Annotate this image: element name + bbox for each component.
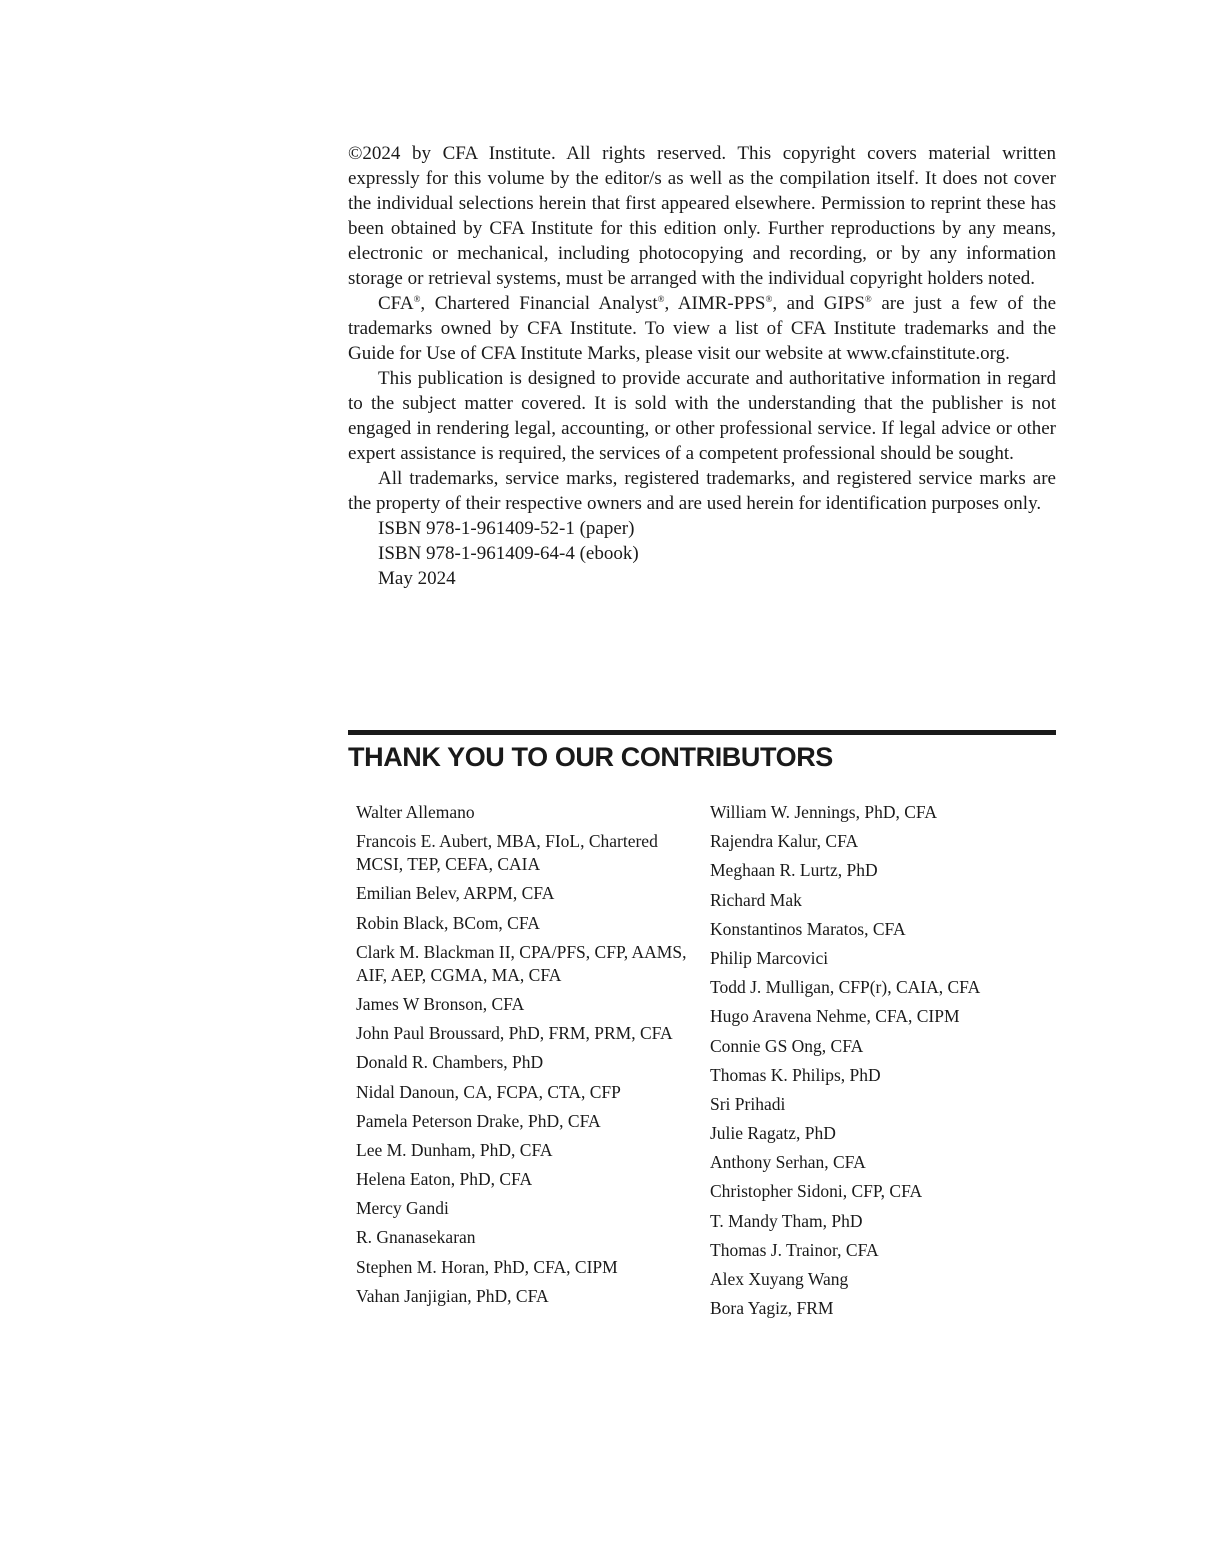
contributors-list-right — [710, 801, 1055, 1326]
contributor-name: Bora Yagiz, FRM — [710, 1298, 834, 1319]
contributor-name: Connie GS Ong, CFA — [710, 1035, 864, 1056]
contributor-name: T. Mandy Tham, PhD — [710, 1210, 863, 1231]
contributor-name: R. Gnanasekaran — [356, 1227, 476, 1248]
contributor-name: Stephen M. Horan, PhD, CFA, CIPM — [356, 1256, 618, 1277]
publication-date: May 2024 — [378, 568, 456, 589]
contributor-name: Todd J. Mulligan, CFP(r), CAIA, CFA — [710, 977, 981, 998]
trademark-chartered-financial-analyst: Chartered Financial Analyst — [434, 293, 658, 314]
contributor-name: Thomas J. Trainor, CFA — [710, 1239, 879, 1260]
contributor-name: Pamela Peterson Drake, PhD, CFA — [356, 1110, 601, 1131]
contributor-name: Meghaan R. Lurtz, PhD — [710, 860, 878, 881]
contributors-heading: THANK YOU TO OUR CONTRIBUTORS — [348, 742, 833, 772]
isbn-ebook: ISBN 978-1-961409-64-4 (ebook) — [378, 543, 639, 564]
trademark-gips: GIPS — [823, 293, 865, 314]
registered-mark: ® — [657, 294, 665, 304]
contributor-name: Emilian Belev, ARPM, CFA — [356, 883, 555, 904]
registered-mark: ® — [864, 294, 872, 304]
separator: , — [664, 293, 678, 314]
registered-mark: ® — [413, 294, 421, 304]
contributor-name: James W Bronson, CFA — [356, 993, 525, 1014]
disclaimer-paragraph: This publication is designed to provide accurate and authoritative information in regard to the subject matter covered. It is sold with the understanding that the publisher is not engaged in rendering legal, accounting, or other professional service. If legal advice or other expert assistance is required, the services of a competent professional should be sought. — [348, 368, 1056, 464]
contributor-name: Francois E. Aubert, MBA, FIoL, Chartered MCSI, TEP, CEFA, CAIA — [356, 831, 658, 875]
contributor-name: Rajendra Kalur, CFA — [710, 831, 859, 852]
copyright-paragraph: ©2024 by CFA Institute. All rights reserved. This copyright covers material written expressly for this volume by the editor/s as well as the compilation itself. It does not cover the individual selections herein that first appeared elsewhere. Permission to reprint these has been obtained by CFA Institute for this edition only. Further reproductions by any means, electronic or mechanical, including photocopying and recording, or by any information storage or retrieval systems, must be arranged with the individual copyright holders noted. — [348, 143, 1056, 289]
contributor-name: Vahan Janjigian, PhD, CFA — [356, 1285, 549, 1306]
contributor-name: Clark M. Blackman II, CPA/PFS, CFP, AAMS, AIF, AEP, CGMA, MA, CFA — [356, 941, 687, 985]
contributor-name: Alex Xuyang Wang — [710, 1269, 849, 1289]
contributor-name: Julie Ragatz, PhD — [710, 1123, 836, 1144]
contributor-name: Sri Prihadi — [710, 1093, 786, 1114]
contributor-name: Helena Eaton, PhD, CFA — [356, 1169, 533, 1190]
contributor-name: John Paul Broussard, PhD, FRM, PRM, CFA — [356, 1023, 673, 1044]
copyright-notice — [348, 141, 1056, 591]
contributor-name: Walter Allemano — [356, 802, 475, 822]
contributor-name: Hugo Aravena Nehme, CFA, CIPM — [710, 1006, 960, 1027]
isbn-paper: ISBN 978-1-961409-52-1 (paper) — [378, 518, 635, 539]
contributor-name: William W. Jennings, PhD, CFA — [710, 802, 937, 822]
contributor-name: Anthony Serhan, CFA — [710, 1152, 866, 1173]
contributor-name: Konstantinos Maratos, CFA — [710, 918, 906, 939]
trademark-aimr-pps: AIMR-PPS — [677, 293, 766, 314]
contributor-name: Nidal Danoun, CA, FCPA, CTA, CFP — [356, 1081, 621, 1102]
section-divider — [348, 730, 1056, 735]
separator: , — [420, 293, 435, 314]
contributor-name: Christopher Sidoni, CFP, CFA — [710, 1181, 923, 1202]
trademarks-paragraph — [348, 291, 1056, 366]
separator: , and — [772, 293, 824, 314]
registered-mark: ® — [765, 294, 773, 304]
trademarks-text: are just a few of the trademarks owned by CFA Institute. To view a list of CFA Institute trademarks and the Guide for Use of CFA Institute Marks, please visit our website at www.cfainstitute.org. — [348, 293, 1056, 364]
contributor-name: Robin Black, BCom, CFA — [356, 912, 540, 933]
contributor-name: Mercy Gandi — [356, 1198, 449, 1219]
contributors-list-left — [356, 801, 701, 1314]
contributor-name: Donald R. Chambers, PhD — [356, 1052, 544, 1073]
trademarks-ownership-paragraph: All trademarks, service marks, registered trademarks, and registered service marks are the property of their respective owners and are used herein for identification purposes only. — [348, 468, 1056, 514]
contributor-name: Philip Marcovici — [710, 947, 829, 968]
trademark-cfa: CFA — [378, 293, 414, 314]
contributor-name: Richard Mak — [710, 889, 802, 910]
contributor-name: Lee M. Dunham, PhD, CFA — [356, 1139, 553, 1160]
contributor-name: Thomas K. Philips, PhD — [710, 1064, 881, 1085]
